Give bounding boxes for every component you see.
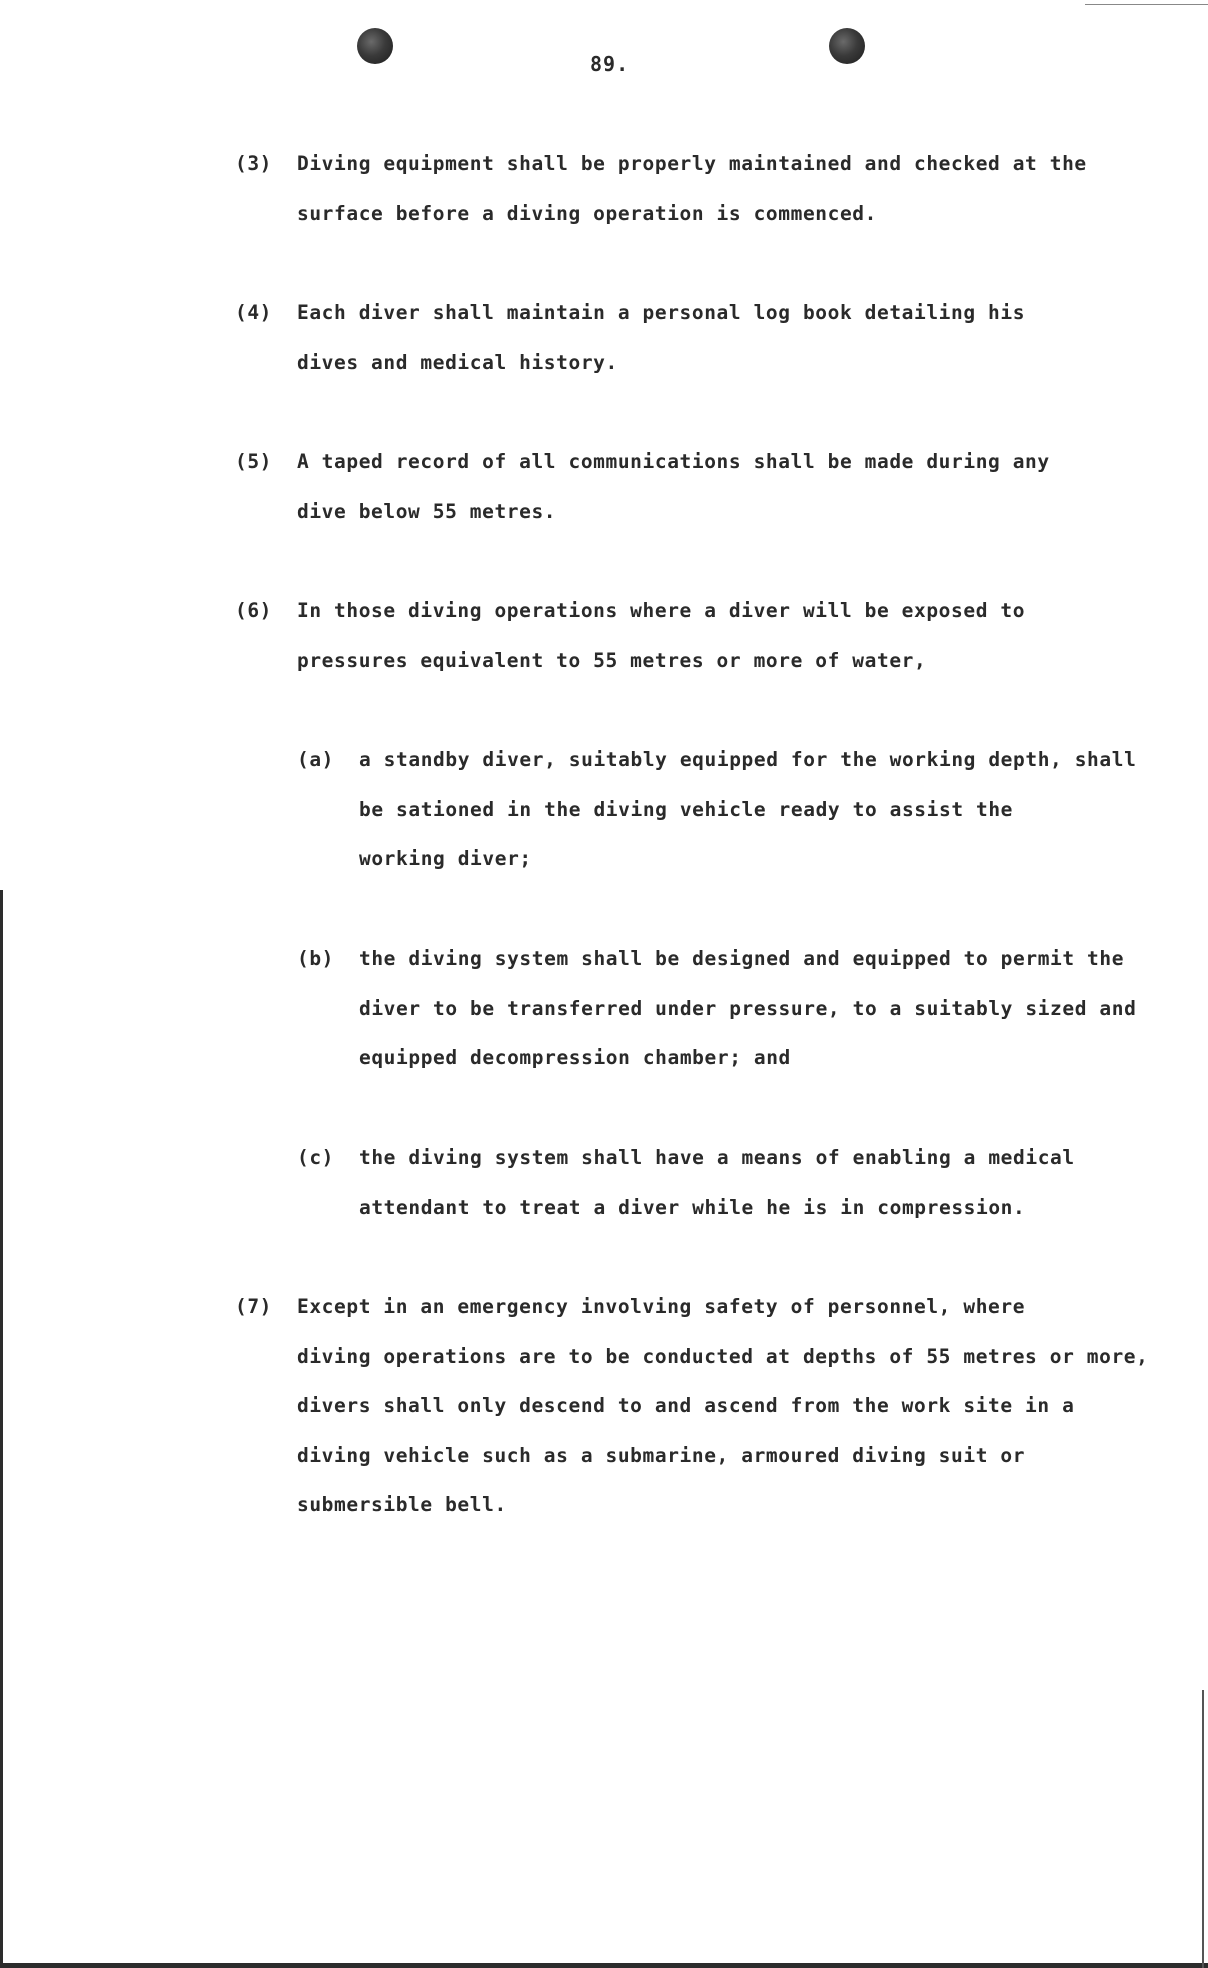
subclause-number: (b) (297, 947, 335, 970)
subclause-line: attendant to treat a diver while he is in compression. (359, 1195, 1026, 1219)
clause-number: (7) (235, 1295, 273, 1318)
clause-line: diving vehicle such as a submarine, armoured diving suit or (297, 1443, 1026, 1467)
subclause-line: diver to be transferred under pressure, to a suitably sized and (359, 996, 1137, 1020)
clause-line: Diving equipment shall be properly maintained and checked at the (297, 152, 1087, 175)
subclause-line: working diver; (359, 847, 532, 870)
scan-edge-bottom (0, 1963, 1208, 1968)
clause-line: submersible bell. (297, 1493, 507, 1516)
clause-number: (3) (235, 152, 273, 175)
clause-line: divers shall only descend to and ascend from the work site in a (297, 1394, 1075, 1417)
subclause-text (359, 934, 1179, 1083)
punch-hole-right (829, 28, 865, 64)
clause-text (297, 1282, 1177, 1530)
page-number: 89. (590, 52, 630, 76)
clause-number: (5) (235, 450, 273, 473)
subclause-line: be sationed in the diving vehicle ready to assist the (359, 797, 1014, 821)
subclause-line: the diving system shall be designed and equipped to permit the (359, 947, 1125, 970)
clause-line: Each diver shall maintain a personal log book detailing his (297, 301, 1026, 324)
scan-edge-right (1202, 1690, 1204, 1968)
clause-line: Except in an emergency involving safety of personnel, where (297, 1295, 1026, 1318)
clause-line: dive below 55 metres. (297, 499, 557, 523)
subclause-number: (c) (297, 1146, 335, 1169)
punch-hole-left (357, 28, 393, 64)
clause-line: pressures equivalent to 55 metres or more of water, (297, 648, 927, 672)
scan-edge-top (1085, 4, 1208, 5)
scan-edge-left (0, 890, 3, 1968)
clause-text (297, 139, 1177, 238)
clause-text (297, 288, 1177, 387)
subclause-text (359, 1133, 1179, 1232)
subclause-line: a standby diver, suitably equipped for the working depth, shall (359, 748, 1137, 771)
subclause-text (359, 735, 1179, 884)
clause-line: diving operations are to be conducted at depths of 55 metres or more, (297, 1344, 1149, 1368)
clause-line: In those diving operations where a diver will be exposed to (297, 599, 1026, 622)
clause-text (297, 586, 1177, 685)
subclause-line: equipped decompression chamber; and (359, 1046, 791, 1069)
subclause-number: (a) (297, 748, 335, 771)
clause-line: A taped record of all communications shall be made during any (297, 450, 1050, 473)
clause-number: (6) (235, 599, 273, 622)
subclause-line: the diving system shall have a means of enabling a medical (359, 1146, 1075, 1169)
clause-line: dives and medical history. (297, 350, 618, 374)
clause-number: (4) (235, 301, 273, 324)
clause-text (297, 437, 1177, 536)
clause-line: surface before a diving operation is commenced. (297, 201, 877, 225)
